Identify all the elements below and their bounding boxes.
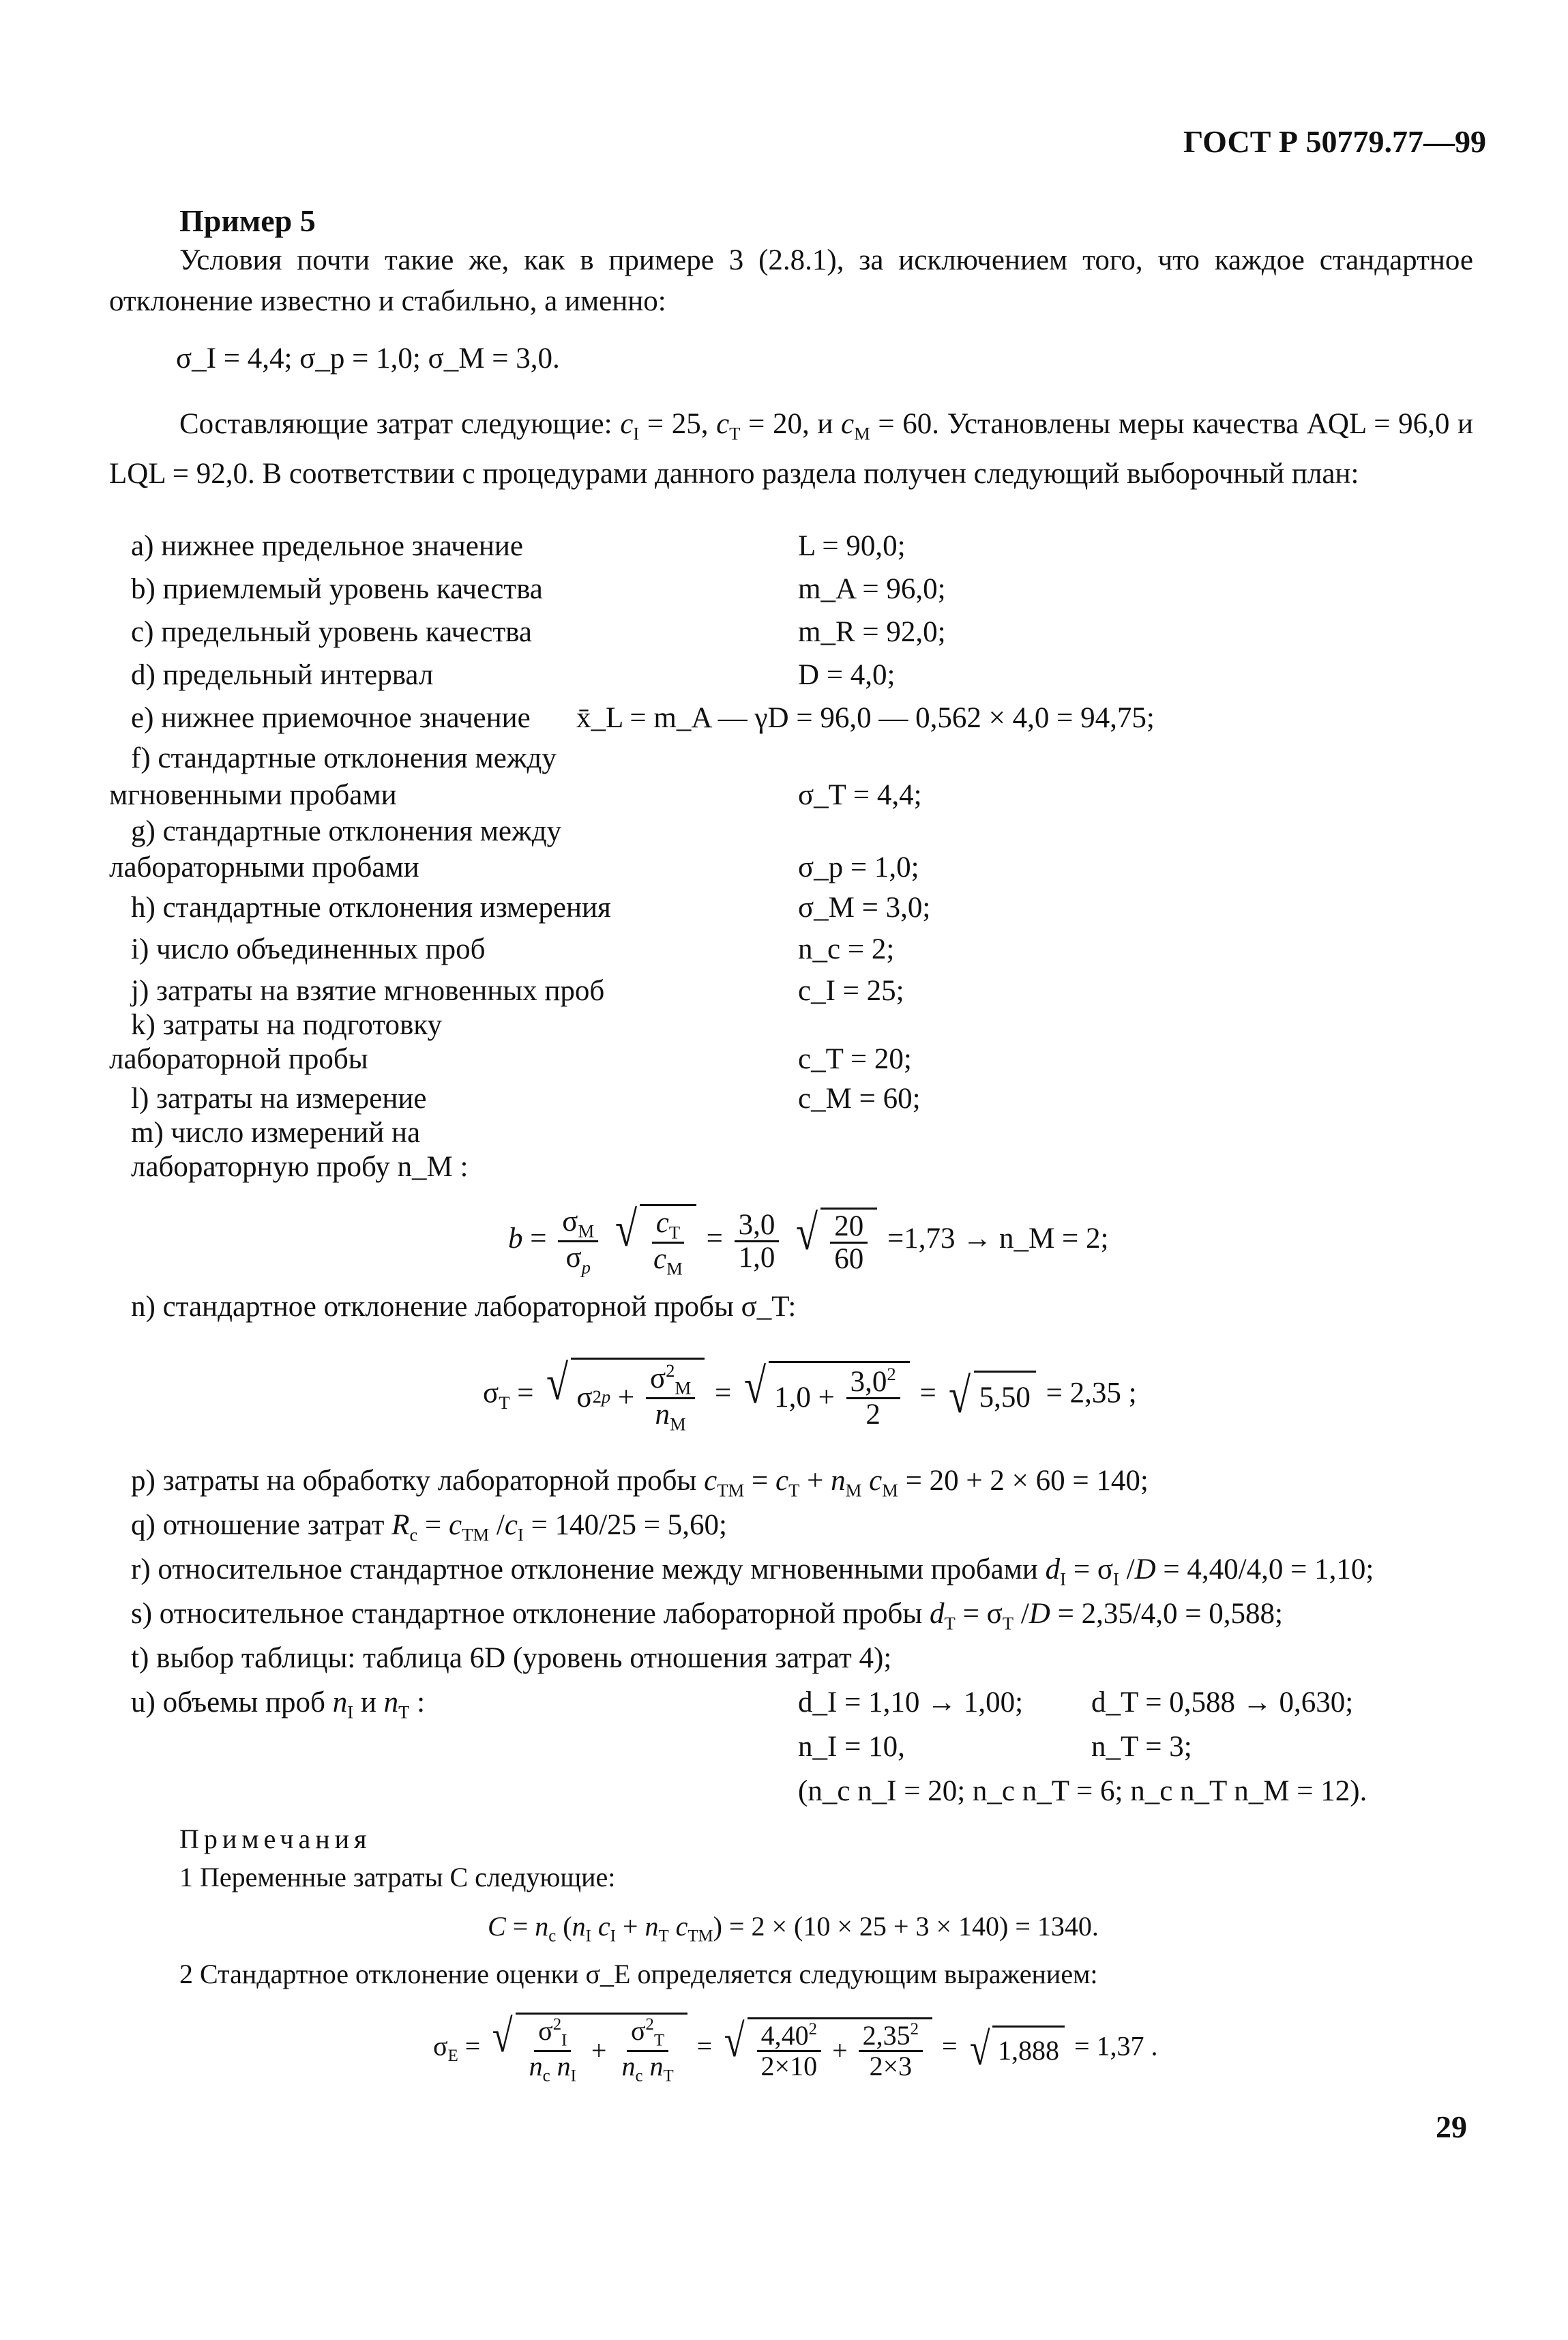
- item-b: [0, 572, 1568, 614]
- item-k-label-2: лабораторной пробы: [109, 1043, 368, 1075]
- notes-heading: Примечания: [179, 1824, 372, 1854]
- formula-b-result: =1,73 → n_M = 2;: [887, 1223, 1109, 1255]
- item-a-value: L = 90,0;: [798, 530, 906, 562]
- item-s: s) относительное стандартное отклонение лабораторной пробы $d_T = \sigma_T$ /D = 2,35/4,0 = 0,588;: [131, 1598, 1283, 1634]
- item-u-left-3: (n_c n_I = 20; n_c n_T = 6; n_c n_T n_M = 12).: [798, 1775, 1367, 1807]
- intro-text: Условия почти такие же, как в примере 3 (2.8.1), за исключением того, что каждое стандартное отклонение известно и стабильно, а именно:: [109, 244, 1473, 317]
- sqrt-values: √ 1,0 + $\frac{3,0^2}{2}$: [741, 1361, 910, 1430]
- item-q: q) отношение затрат $R_c = c_{TM}$ $/c_I = 140/25 = 5,60$;: [131, 1509, 727, 1545]
- item-b-label: b) приемлемый уровень качества: [131, 573, 543, 605]
- item-c: [0, 615, 1568, 657]
- item-s-expr: = 2,35/4,0 = 0,588;: [1057, 1598, 1283, 1630]
- formula-sigmaT-result: = 2,35 ;: [1046, 1377, 1137, 1409]
- item-p: p) затраты на обработку лабораторной пробы $c_{TM} = c_T + n_M$ $c_M = 20 + 2 \times 60 = 140$;: [131, 1465, 1149, 1501]
- formula-sigmaE: $\sigma_E$ = √ $\frac{\sigma^2_I}{n_c n_I}$ + $\frac{\sigma^2_T}{n_c n_T}$ = √ $\frac{4,40^2}{2\times 10}$ + $\frac{2,35^2}{2\times 3}$ = √ 1,888 = 1,37 .: [433, 2010, 1158, 2086]
- sigma-values: σ_I = 4,4; σ_p = 1,0; σ_M = 3,0.: [176, 342, 560, 375]
- item-q-expr: = 140/25 = 5,60;: [531, 1509, 727, 1541]
- sqrt-550: √ 5,50: [946, 1371, 1035, 1420]
- item-p-expr: = 20 + 2 × 60 = 140;: [905, 1465, 1149, 1497]
- document-header: ГОСТ Р 50779.77—99: [1183, 124, 1486, 159]
- item-k-value: c_T = 20;: [798, 1043, 912, 1075]
- item-n-label: n) стандартное отклонение лабораторной пробы σ_T:: [131, 1291, 797, 1323]
- item-p-label: p) затраты на обработку лабораторной пробы: [131, 1465, 697, 1497]
- item-g-label-2: лабораторными пробами: [109, 851, 419, 883]
- frac-sigmaM-sigmap: $\frac{\sigma_M}{\sigma_p}$: [558, 1206, 598, 1277]
- sqrt-sigmaE: √ $\frac{\sigma^2_I}{n_c n_I}$ + $\frac{\sigma^2_T}{n_c n_T}$: [490, 2013, 687, 2085]
- item-e: [0, 701, 1568, 743]
- item-f-value: σ_T = 4,4;: [798, 779, 922, 811]
- item-i-label: i) число объединенных проб: [131, 933, 486, 965]
- item-d-label: d) предельный интервал: [131, 659, 434, 691]
- intro-paragraph: [109, 240, 1473, 322]
- item-d-value: D = 4,0;: [798, 659, 896, 691]
- costs-text-1: Составляющие затрат следующие:: [179, 408, 612, 440]
- item-i-value: n_c = 2;: [798, 933, 895, 965]
- item-j-value: c_I = 25;: [798, 975, 904, 1007]
- item-l-value: c_M = 60;: [798, 1083, 921, 1115]
- formula-sigmaE-result: = 1,37 .: [1074, 2030, 1158, 2062]
- item-r-expr: = 4,40/4,0 = 1,10;: [1163, 1553, 1374, 1585]
- note-1: 1 Переменные затраты C следующие:: [179, 1862, 616, 1892]
- item-g-label-1: g) стандартные отклонения между: [131, 815, 562, 847]
- item-k-line2: [0, 1042, 1568, 1084]
- item-g-line2: [0, 850, 1568, 892]
- item-m-label-2: лабораторную пробу n_M :: [131, 1151, 469, 1183]
- item-c-value: m_R = 92,0;: [798, 616, 946, 648]
- item-r: r) относительное стандартное отклонение между мгновенными пробами $d_I = \sigma_I$ /D = 4,40/4,0 = 1,10;: [131, 1553, 1374, 1590]
- item-r-label: r) относительное стандартное отклонение между мгновенными пробами: [131, 1553, 1038, 1585]
- item-h-label: h) стандартные отклонения измерения: [131, 892, 611, 924]
- item-h: [0, 890, 1568, 933]
- page-number: 29: [1436, 2109, 1467, 2144]
- item-u-label: u) объемы проб: [131, 1686, 325, 1719]
- sqrt-sigmaT: √ σ 2 p + $\frac{\sigma^2_M}{n_M}$: [544, 1358, 705, 1434]
- sqrt-cT-cM: √ $\frac{c_T}{c_M}$: [612, 1204, 696, 1278]
- item-t: [0, 1641, 1568, 1683]
- formula-b: b = $\frac{\sigma_M}{\sigma_p}$ √ $\frac{c_T}{c_M}$ = $\frac{3,0}{1,0}$ √ $\frac{20}{60}$ =1,73 → n_M = 2;: [508, 1201, 1109, 1279]
- item-u-left-1: d_I = 1,10 → 1,00;: [798, 1686, 1024, 1719]
- item-f-label-1: f) стандартные отклонения между: [131, 742, 557, 774]
- costs-paragraph: Составляющие затрат следующие: $c_I = 25$, $c_T = 20$, и $c_M = 60$. Установлены меры качества AQL = 96,0 и LQL = 92,0. В соответствии с процедурами данного раздела получен следующий выборочный план:: [109, 408, 1473, 491]
- item-m-line2: [0, 1150, 1568, 1192]
- item-i: [0, 932, 1568, 974]
- item-u-right-2: n_T = 3;: [1091, 1731, 1192, 1763]
- frac-3-1: $\frac{3,0}{1,0}$: [735, 1210, 780, 1273]
- item-u-left-2: n_I = 10,: [798, 1731, 905, 1763]
- item-q-label: q) отношение затрат: [131, 1509, 385, 1541]
- sqrt-1888: √ 1,888: [967, 2025, 1065, 2072]
- item-k-label-1: k) затраты на подготовку: [131, 1009, 443, 1041]
- formula-C: $C = n_c$ ($n_I$ $c_I + n_T$ $c_{TM}) = 2 \times (10 \times 25 + 3 \times 140) = 1340$.: [488, 1911, 1099, 1946]
- item-c-label: c) предельный уровень качества: [131, 616, 532, 648]
- note-2: 2 Стандартное отклонение оценки σ_E определяется следующим выражением:: [179, 1959, 1098, 1989]
- item-f-line1: [0, 741, 1568, 783]
- item-b-value: m_A = 96,0;: [798, 573, 946, 605]
- item-a-label: a) нижнее предельное значение: [131, 530, 523, 562]
- formula-C-expr: = 2 × (10 × 25 + 3 × 140) = 1340.: [728, 1911, 1099, 1942]
- costs-text-2: Установлены меры качества AQL = 96,0 и LQL = 92,0. В соответствии с процедурами данного раздела получен следующий выборочный план:: [109, 408, 1473, 491]
- item-l-label: l) затраты на измерение: [131, 1083, 427, 1115]
- item-h-value: σ_M = 3,0;: [798, 892, 931, 924]
- item-s-label: s) относительное стандартное отклонение лабораторной пробы: [131, 1598, 923, 1630]
- item-a: [0, 529, 1568, 571]
- item-d: [0, 658, 1568, 700]
- item-m-label-1: m) число измерений на: [131, 1117, 421, 1149]
- item-e-value: x̄_L = m_A — γD = 96,0 — 0,562 × 4,0 = 94,75;: [576, 702, 1155, 734]
- sqrt-sigmaE-values: √ $\frac{4,40^2}{2\times 10}$ + $\frac{2,35^2}{2\times 3}$: [722, 2017, 932, 2081]
- item-g-value: σ_p = 1,0;: [798, 851, 919, 883]
- item-u-row3: [0, 1774, 1568, 1816]
- formula-sigmaT: $\sigma_T$ = √ σ 2 p + $\frac{\sigma^2_M}{n_M}$ = √ 1,0 + $\frac{3,0^2}{2}$ = √ 5,50 = 2,35 ;: [483, 1355, 1137, 1435]
- item-u: u) объемы проб $n_I$ и $n_T$ : d_I = 1,10 → 1,00; d_T = 0,588 → 0,630;: [131, 1686, 1354, 1723]
- example-title: Пример 5: [179, 203, 316, 238]
- item-j-label: j) затраты на взятие мгновенных проб: [131, 975, 605, 1007]
- item-u-row2: [0, 1729, 1568, 1772]
- item-f-label-2: мгновенными пробами: [109, 779, 397, 811]
- sqrt-20-60: √ $\frac{20}{60}$: [793, 1208, 877, 1274]
- item-n: [0, 1289, 1568, 1332]
- item-e-label: e) нижнее приемочное значение: [131, 702, 531, 734]
- item-t-label: t) выбор таблицы: таблица 6D (уровень отношения затрат 4);: [131, 1642, 892, 1674]
- item-u-right-1: d_T = 0,588 → 0,630;: [1091, 1686, 1354, 1719]
